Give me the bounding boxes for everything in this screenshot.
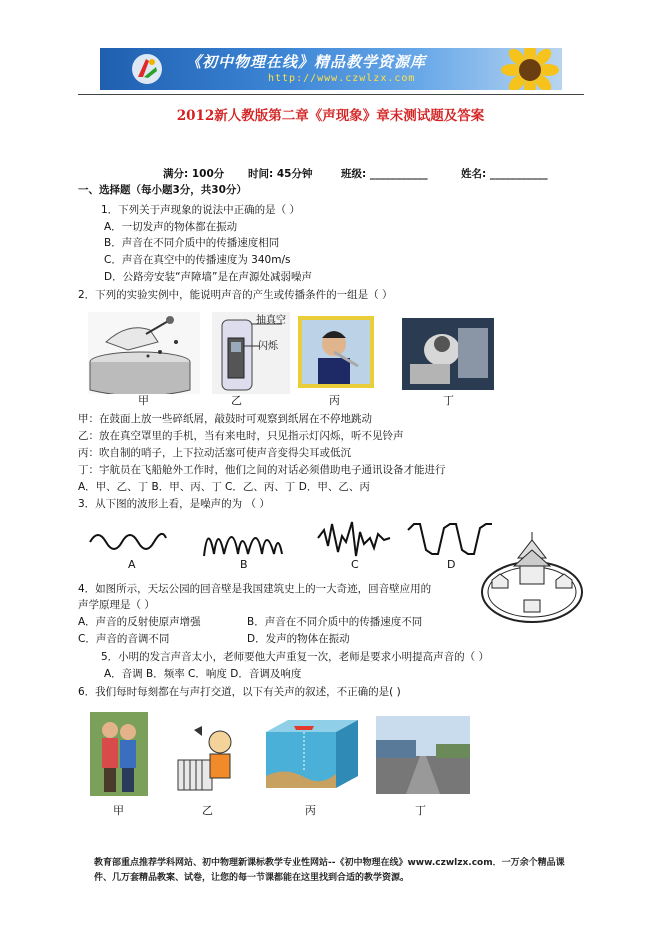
q6-stem: 6．我们每时每刻都在与声打交道，以下有关声的叙述，不正确的是( )	[78, 686, 401, 698]
site-logo-icon	[130, 53, 164, 85]
ocean-sonar-figure	[266, 716, 358, 796]
fig-label-yi: 乙	[231, 394, 242, 407]
echo-wall-figure	[478, 520, 586, 632]
banner-url: http://www.czwlzx.com	[268, 73, 416, 84]
class-field: 班级: ___________	[341, 168, 428, 180]
q2-desc-yi: 乙：放在真空罩里的手机，当有来电时，只见指示灯闪烁，听不见铃声	[78, 430, 404, 442]
q4-option-c: C．声音的音调不同	[78, 633, 170, 645]
q4-option-a: A．声音的反射使原声增强	[78, 616, 201, 628]
q2-desc-ding: 丁：宇航员在飞船舱外工作时，他们之间的对话必须借助电子通讯设备才能进行	[78, 464, 446, 476]
wave-label-c: C	[351, 558, 359, 571]
kids-photo	[90, 712, 148, 796]
footer-line2: 件、几万套精品教案、试卷，让您的每一节课都能在这里找到合适的教学资源。	[94, 873, 410, 883]
q2-desc-jia: 甲：在鼓面上放一些碎纸屑，敲鼓时可观察到纸屑在不停地跳动	[78, 413, 372, 425]
site-banner	[100, 48, 562, 90]
q2-desc-bing: 丙：吹自制的哨子，上下拉动活塞可使声音变得尖耳或低沉	[78, 447, 351, 459]
q6-label-yi: 乙	[202, 804, 213, 817]
sunflower-icon	[490, 48, 560, 90]
q1-option-a: A．一切发声的物体都在振动	[104, 221, 238, 233]
waveform-c	[316, 518, 392, 560]
q2-stem: 2．下列的实验实例中，能说明声音的产生或传播条件的一组是（ ）	[78, 289, 393, 301]
score-label: 满分: 100分	[163, 168, 225, 180]
astronaut-photo	[402, 318, 494, 390]
q4-option-b: B．声音在不同介质中的传播速度不同	[247, 616, 423, 628]
header-rule	[78, 94, 584, 95]
vacuum-label: 抽真空	[256, 315, 286, 326]
section-heading: 一、选择题（每小题3分，共30分）	[78, 184, 247, 196]
highway-photo	[376, 716, 470, 794]
q2-options: A．甲、乙、丁 B．甲、丙、丁 C．乙、丙、丁 D．甲、乙、丙	[78, 481, 370, 493]
q1-option-d: D．公路旁安装“声障墙”是在声源处减弱噪声	[104, 271, 312, 283]
q5-stem: 5．小明的发言声音太小，老师要他大声重复一次，老师是要求小明提高声音的（ ）	[101, 651, 490, 663]
wave-label-a: A	[128, 558, 136, 571]
q6-label-ding: 丁	[415, 804, 426, 817]
drum-experiment-figure	[88, 312, 200, 394]
waveform-b	[202, 518, 284, 560]
fig-label-ding: 丁	[443, 394, 454, 407]
wave-label-d: D	[447, 558, 456, 571]
cartoon-boy-figure	[176, 720, 240, 794]
wave-label-b: B	[240, 558, 248, 571]
banner-brand: 《初中物理在线》精品教学资源库	[186, 53, 427, 71]
time-label: 时间: 45分钟	[248, 168, 313, 180]
waveform-a	[88, 520, 168, 560]
q4-stem-line1: 4．如图所示，天坛公园的回音壁是我国建筑史上的一大奇迹，回音壁应用的	[78, 583, 432, 595]
fig-label-bing: 丙	[329, 394, 340, 407]
q1-option-c: C．声音在真空中的传播速度为 340m/s	[104, 254, 291, 266]
fig-label-jia: 甲	[138, 394, 149, 407]
flash-label: 闪烁	[258, 341, 278, 352]
q4-option-d: D．发声的物体在振动	[247, 633, 350, 645]
q1-stem: 1．下列关于声现象的说法中正确的是（ ）	[101, 204, 301, 216]
q1-option-b: B．声音在不同介质中的传播速度相同	[104, 237, 280, 249]
page-title: 2012新人教版第二章《声现象》章末测试题及答案	[176, 108, 485, 124]
q3-stem: 3．从下图的波形上看，是噪声的为 （ ）	[78, 498, 270, 510]
q4-stem-line2: 声学原理是（ ）	[78, 599, 155, 611]
q6-label-jia: 甲	[113, 804, 124, 817]
whistle-boy-photo	[298, 316, 374, 388]
footer-line1: 教育部重点推荐学科网站、初中物理新课标教学专业性网站--《初中物理在线》www.czwlzx.com．一万余个精品课	[94, 858, 565, 868]
q6-label-bing: 丙	[305, 804, 316, 817]
q5-options: A．音调 B．频率 C．响度 D．音调及响度	[104, 668, 302, 680]
name-field: 姓名: ___________	[461, 168, 548, 180]
